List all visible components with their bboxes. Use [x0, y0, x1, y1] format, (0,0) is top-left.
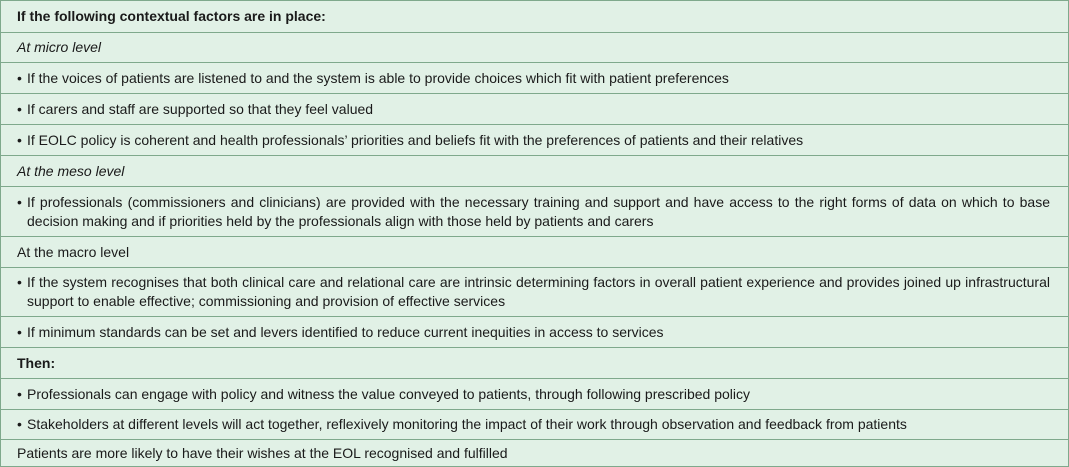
bullet-glyph: • — [17, 416, 22, 432]
outcome-text: Patients are more likely to have their wishes at the EOL recognised and fulfilled — [17, 444, 508, 461]
then-header: Then: — [17, 354, 56, 371]
then-item-1: Professionals can engage with policy and witness the value conveyed to patients, through following prescribed policy — [27, 385, 750, 402]
if-header: If the following contextual factors are in place: — [17, 8, 326, 24]
micro-heading-row — [1, 33, 1068, 63]
meso-item-1: If professionals (commissioners and clinicians) are provided with the necessary training and support and have access to the right forms of data on which to base decision making and if priorities held by the professionals align with those held by patients and carers — [27, 193, 1050, 229]
macro-level-heading: At the macro level — [17, 243, 130, 260]
if-header-row — [1, 1, 1068, 33]
list-item — [1, 187, 1068, 237]
bullet-glyph: • — [17, 274, 22, 290]
macro-item-1: If the system recognises that both clinical care and relational care are intrinsic determining factors in overall patient experience and provides joined up infrastructural support to enable effective; commissioning and provision of effective services — [27, 274, 1050, 309]
then-header-row — [1, 348, 1068, 379]
bullet-glyph: • — [17, 100, 22, 117]
bullet-glyph: • — [17, 323, 22, 340]
list-item — [1, 94, 1068, 125]
micro-item-2: If carers and staff are supported so that they feel valued — [27, 100, 374, 117]
macro-item-2: If minimum standards can be set and levers identified to reduce current inequities in access to services — [27, 323, 664, 340]
bullet-glyph: • — [17, 131, 22, 148]
list-item — [1, 125, 1068, 156]
list-item — [1, 63, 1068, 94]
bullet-glyph: • — [17, 385, 22, 402]
bullet-glyph: • — [17, 69, 22, 86]
macro-heading-row — [1, 237, 1068, 268]
list-item — [1, 410, 1068, 440]
meso-level-heading: At the meso level — [17, 162, 125, 179]
micro-level-heading: At micro level — [17, 39, 102, 55]
list-item — [1, 268, 1068, 317]
meso-heading-row — [1, 156, 1068, 187]
then-item-2: Stakeholders at different levels will act together, reflexively monitoring the impact of their work through observation and feedback from patients — [27, 416, 907, 432]
list-item — [1, 317, 1068, 348]
list-item — [1, 379, 1068, 410]
bullet-glyph: • — [17, 193, 22, 210]
outcome-row — [1, 440, 1068, 466]
micro-item-3: If EOLC policy is coherent and health professionals’ priorities and beliefs fit with the preferences of patients and their relatives — [27, 131, 804, 148]
micro-item-1: If the voices of patients are listened to and the system is able to provide choices which fit with patient preferences — [27, 69, 729, 86]
